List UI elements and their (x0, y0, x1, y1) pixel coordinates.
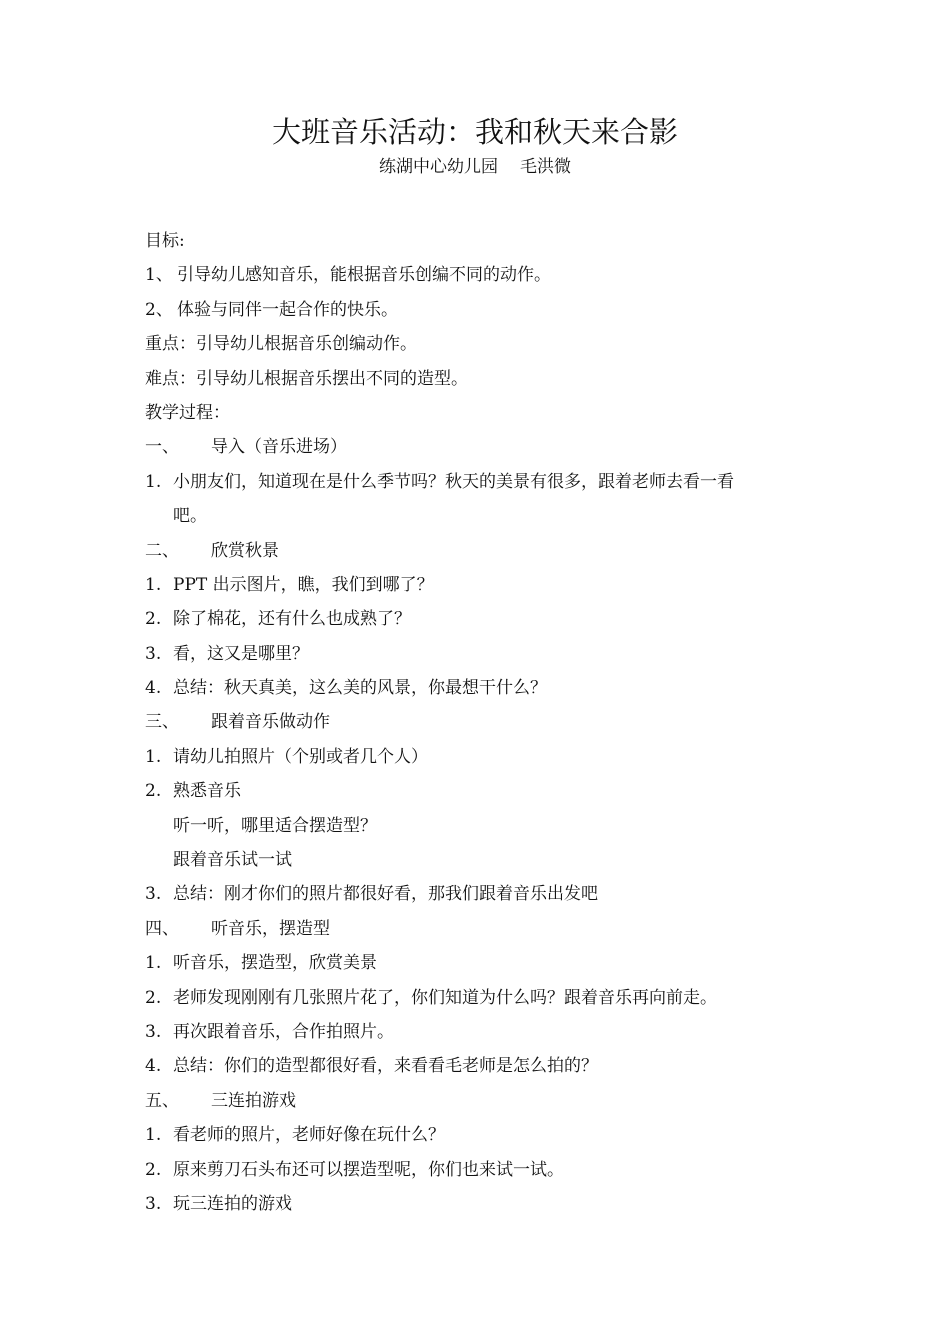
step-item: 1. 小朋友们，知道现在是什么季节吗？秋天的美景有很多，跟着老师去看一看 (145, 471, 734, 492)
document-body (145, 228, 825, 1225)
key-point: 重点：引导幼儿根据音乐创编动作。 (145, 334, 417, 355)
step-item: 3. 总结：刚才你们的照片都很好看，那我们跟着音乐出发吧 (145, 884, 598, 905)
section-heading: 二、 欣赏秋景 (145, 540, 279, 561)
step-item-continuation: 吧。 (173, 506, 207, 527)
difficulty: 难点：引导幼儿根据音乐摆出不同的造型。 (145, 368, 468, 389)
step-item: 4. 总结：秋天真美，这么美的风景，你最想干什么？ (145, 678, 547, 699)
goal-item: 1、 引导幼儿感知音乐，能根据音乐创编不同的动作。 (145, 265, 551, 286)
section-heading: 四、 听音乐，摆造型 (145, 918, 330, 939)
step-item: 2. 熟悉音乐 (145, 781, 241, 802)
step-item: 2. 除了棉花，还有什么也成熟了？ (145, 609, 411, 630)
sub-item: 听一听，哪里适合摆造型？ (173, 815, 377, 836)
goal-item: 2、 体验与同伴一起合作的快乐。 (145, 299, 398, 320)
step-item: 3. 再次跟着音乐，合作拍照片。 (145, 1021, 394, 1042)
step-item: 1. 请幼儿拍照片（个别或者几个人） (145, 746, 428, 767)
section-heading: 一、 导入（音乐进场） (145, 437, 347, 458)
step-item: 1. 看老师的照片，老师好像在玩什么？ (145, 1125, 445, 1146)
step-item: 4. 总结：你们的造型都很好看，来看看毛老师是怎么拍的？ (145, 1056, 598, 1077)
document-title: 大班音乐活动：我和秋天来合影 (271, 115, 678, 149)
author-line (0, 154, 950, 180)
author-name: 毛洪微 (520, 157, 571, 177)
step-item: 3. 玩三连拍的游戏 (145, 1193, 292, 1214)
step-item: 1. 听音乐，摆造型，欣赏美景 (145, 953, 377, 974)
process-heading: 教学过程： (145, 402, 230, 423)
step-item: 3. 看，这又是哪里？ (145, 643, 309, 664)
step-item: 2. 原来剪刀石头布还可以摆造型呢，你们也来试一试。 (145, 1159, 564, 1180)
step-item: 1. PPT 出示图片，瞧，我们到哪了？ (145, 574, 434, 595)
section-heading: 五、 三连拍游戏 (145, 1090, 296, 1111)
step-item: 2. 老师发现刚刚有几张照片花了，你们知道为什么吗？跟着音乐再向前走。 (145, 987, 717, 1008)
section-heading: 三、 跟着音乐做动作 (145, 712, 330, 733)
goals-heading: 目标: (145, 231, 185, 251)
sub-item: 跟着音乐试一试 (173, 850, 292, 871)
school-name: 练湖中心幼儿园 (379, 157, 498, 177)
